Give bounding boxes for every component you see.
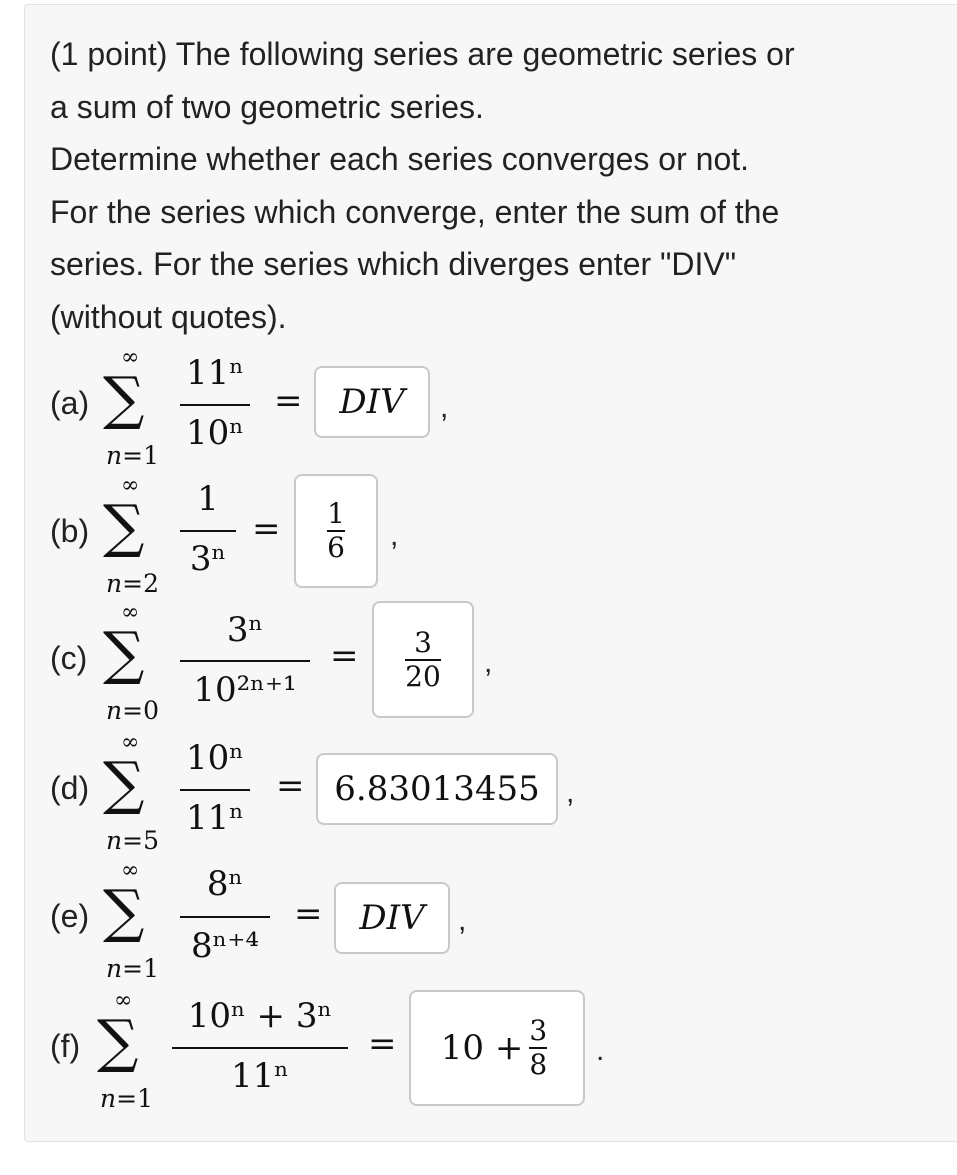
sum-upper-limit: ∞ — [121, 600, 140, 625]
trailing-punctuation: , — [458, 904, 467, 937]
sum-lower-limit — [100, 1084, 153, 1113]
equals-sign: = — [330, 636, 359, 676]
numerator: 11ⁿ — [186, 353, 244, 393]
answer-value: 6.83013455 — [334, 769, 540, 809]
denominator: 3ⁿ — [189, 539, 227, 579]
problem-label: (b) — [50, 513, 90, 549]
index-variable: n= — [106, 441, 144, 470]
problem-f — [0, 988, 957, 1118]
sum-upper-limit: ∞ — [114, 988, 133, 1013]
denominator: 10ⁿ — [186, 413, 244, 453]
equals-sign: = — [274, 381, 303, 421]
numerator: 3ⁿ — [226, 610, 264, 650]
index-variable: n= — [106, 826, 144, 855]
answer-numerator: 1 — [327, 497, 345, 530]
intro-line-3: Determine whether each series converges or not. — [50, 141, 750, 177]
answer-fraction — [327, 498, 345, 564]
answer-denominator: 20 — [405, 659, 441, 693]
lower-limit-value: 1 — [143, 441, 159, 470]
intro-line-4: For the series which converge, enter the sum of the — [50, 193, 780, 230]
index-variable: n= — [106, 954, 144, 983]
sum-lower-limit — [106, 696, 159, 725]
answer-input-f[interactable] — [409, 990, 585, 1106]
sigma-symbol: ∑ — [103, 619, 145, 687]
answer-input-b[interactable] — [294, 474, 378, 588]
sigma-symbol: ∑ — [103, 749, 145, 817]
fraction-bar — [180, 530, 236, 532]
sum-upper-limit: ∞ — [121, 858, 140, 883]
answer-fraction — [405, 627, 441, 693]
intro-line-5: series. For the series which diverges enter "DIV" — [50, 246, 737, 282]
numerator: 10ⁿ + 3ⁿ — [187, 996, 333, 1036]
problem-c — [0, 600, 957, 730]
denominator: 11ⁿ — [231, 1056, 289, 1096]
answer-input-e[interactable] — [334, 882, 450, 954]
lower-limit-value: 1 — [137, 1084, 153, 1113]
sigma-symbol: ∑ — [103, 364, 145, 432]
index-variable: n= — [100, 1084, 138, 1113]
problem-d — [0, 730, 957, 860]
fraction-bar — [180, 404, 250, 406]
fraction-bar — [172, 1047, 348, 1049]
answer-value: DIV — [359, 898, 425, 938]
problem-b — [0, 473, 957, 603]
index-variable: n= — [106, 569, 144, 598]
problem-label: (c) — [50, 640, 88, 676]
problem-statement — [50, 28, 930, 343]
problem-e — [0, 858, 957, 988]
answer-numerator: 3 — [414, 625, 432, 659]
equals-sign: = — [294, 894, 323, 934]
denominator: 11ⁿ — [186, 798, 244, 838]
problem-label: (a) — [50, 385, 90, 421]
sum-upper-limit: ∞ — [121, 473, 140, 498]
trailing-punctuation: , — [484, 646, 493, 679]
answer-numerator: 3 — [529, 1014, 548, 1047]
answer-denominator: 8 — [529, 1048, 548, 1081]
answer-value: DIV — [339, 382, 405, 422]
sum-lower-limit — [106, 954, 159, 983]
trailing-punctuation: . — [596, 1034, 605, 1067]
sum-lower-limit — [106, 826, 159, 855]
trailing-punctuation: , — [440, 391, 449, 424]
problem-label: (f) — [50, 1028, 81, 1064]
index-variable: n= — [106, 696, 144, 725]
intro-line-2: a sum of two geometric series. — [50, 88, 484, 125]
answer-whole-part: 10 + — [440, 1028, 524, 1068]
sigma-symbol: ∑ — [97, 1007, 139, 1075]
lower-limit-value: 5 — [143, 826, 159, 855]
problem-a — [0, 345, 957, 475]
lower-limit-value: 2 — [143, 569, 159, 598]
sum-lower-limit — [106, 441, 159, 470]
fraction-bar — [180, 660, 310, 662]
numerator: 8ⁿ — [206, 864, 244, 904]
problem-label: (e) — [50, 898, 90, 934]
problem-label: (d) — [50, 770, 90, 806]
trailing-punctuation: , — [566, 776, 575, 809]
intro-line-6: (without quotes). — [50, 298, 287, 335]
answer-input-c[interactable] — [372, 601, 474, 718]
lower-limit-value: 1 — [143, 954, 159, 983]
denominator: 8ⁿ⁺⁴ — [191, 926, 259, 966]
equals-sign: = — [368, 1024, 397, 1064]
lower-limit-value: 0 — [143, 696, 159, 725]
answer-denominator: 6 — [327, 531, 345, 564]
trailing-punctuation: , — [390, 519, 399, 552]
sum-upper-limit: ∞ — [121, 730, 140, 755]
sigma-symbol: ∑ — [103, 492, 145, 560]
denominator: 10²ⁿ⁺¹ — [193, 670, 297, 710]
sum-lower-limit — [106, 569, 159, 598]
sigma-symbol: ∑ — [103, 877, 145, 945]
answer-fraction — [529, 1015, 547, 1081]
equals-sign: = — [252, 509, 281, 549]
sum-upper-limit: ∞ — [121, 345, 140, 370]
equals-sign: = — [276, 766, 305, 806]
fraction-bar — [180, 789, 250, 791]
numerator: 10ⁿ — [186, 738, 244, 778]
fraction-bar — [180, 916, 270, 918]
answer-input-d[interactable] — [316, 753, 558, 825]
numerator: 1 — [197, 479, 219, 519]
answer-input-a[interactable] — [314, 366, 430, 438]
intro-line-1: (1 point) The following series are geometric series or — [50, 36, 795, 72]
